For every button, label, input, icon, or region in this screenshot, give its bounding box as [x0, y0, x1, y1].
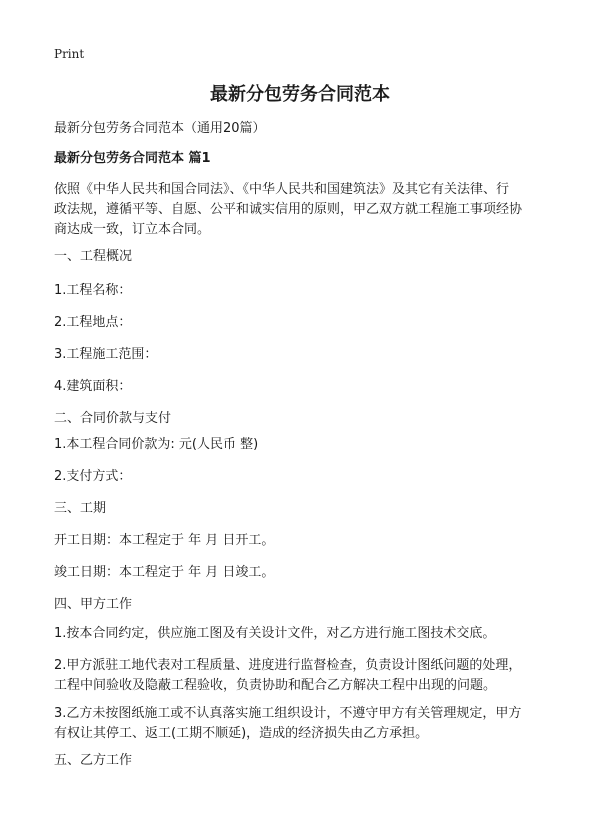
section-2-heading: 二、合同价款与支付 [54, 411, 172, 426]
payment-method-item: 2.支付方式： [54, 469, 132, 484]
paragraph-line: 3.乙方未按图纸施工或不认真落实施工组织设计，不遵守甲方有关管理规定，甲方 [54, 706, 522, 721]
paragraph-line: 2.甲方派驻工地代表对工程质量、进度进行监督检查，负责设计图纸问题的处理， [54, 658, 522, 673]
start-date-item: 开工日期：本工程定于 年 月 日开工。 [54, 533, 275, 548]
project-location-item: 2.工程地点： [54, 315, 132, 330]
print-link[interactable]: Print [54, 47, 85, 61]
construction-scope-item: 3.工程施工范围： [54, 347, 158, 362]
section-3-heading: 三、工期 [54, 501, 107, 516]
party-a-duty-3 [54, 704, 550, 744]
building-area-item: 4.建筑面积： [54, 379, 132, 394]
intro-line: 政法规，遵循平等、自愿、公平和诚实信用的原则，甲乙双方就工程施工事项经协 [54, 202, 523, 217]
intro-paragraph [54, 180, 550, 240]
document-subtitle: 最新分包劳务合同范本（通用20篇） [54, 121, 266, 136]
party-a-duty-2 [54, 656, 550, 696]
contract-price-item: 1.本工程合同价款为: 元(人民币 整) [54, 437, 259, 452]
paragraph-line: 有权让其停工、返工(工期不顺延)，造成的经济损失由乙方承担。 [54, 726, 429, 741]
completion-date-item: 竣工日期：本工程定于 年 月 日竣工。 [54, 565, 275, 580]
section-5-heading: 五、乙方工作 [54, 753, 133, 768]
paragraph-line: 1.按本合同约定，供应施工图及有关设计文件，对乙方进行施工图技术交底。 [54, 626, 496, 641]
document-title: 最新分包劳务合同范本 [210, 84, 390, 105]
paragraph-line: 工程中间验收及隐蔽工程验收，负责协助和配合乙方解决工程中出现的问题。 [54, 678, 497, 693]
section-1-heading: 一、工程概况 [54, 249, 133, 264]
intro-line: 依照《中华人民共和国合同法》、《中华人民共和国建筑法》及其它有关法律、行 [54, 182, 510, 197]
section-heading: 最新分包劳务合同范本 篇1 [54, 151, 211, 166]
party-a-duty-1 [54, 624, 550, 644]
project-name-item: 1.工程名称： [54, 283, 132, 298]
section-4-heading: 四、甲方工作 [54, 597, 133, 612]
intro-line: 商达成一致，订立本合同。 [54, 222, 211, 237]
